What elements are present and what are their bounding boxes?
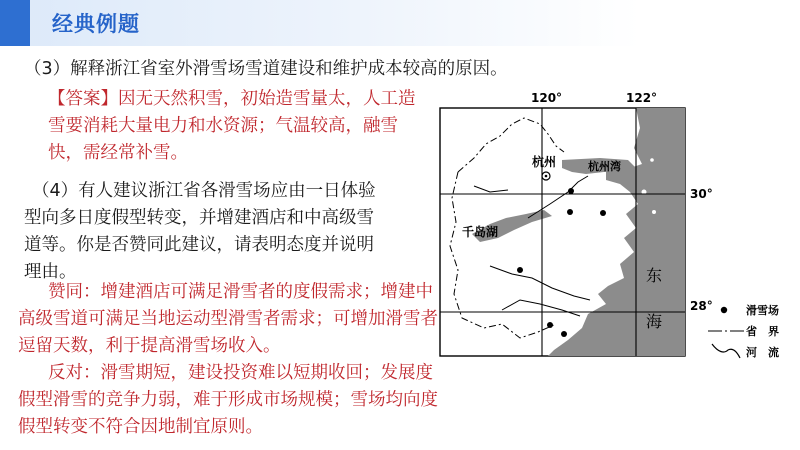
legend-border-label: 省 界 [746, 325, 779, 338]
ski-resort-marker [517, 267, 523, 273]
legend-river-label: 河 流 [746, 346, 779, 359]
zhejiang-map [428, 88, 788, 368]
lon-label-120: 120° [531, 91, 563, 105]
question-3: （3）解释浙江省室外滑雪场雪道建设和维护成本较高的原因。 [24, 59, 508, 79]
legend-ski-label: 滑雪场 [746, 304, 779, 317]
question-4-line: 理由。 [24, 262, 77, 282]
lat-label-30: 30° [690, 187, 713, 201]
question-4-line: （4）有人建议浙江省各滑雪场应由一日体验 [32, 181, 376, 201]
legend-river-icon [712, 344, 740, 358]
ski-resort-marker [600, 210, 606, 216]
hangzhou-label: 杭州 [532, 155, 557, 169]
hangzhou-bay-label: 杭州湾 [588, 160, 621, 173]
opinion-answer [18, 279, 443, 441]
sea-label: 海 [646, 312, 663, 331]
qiandao-lake-label: 千岛湖 [462, 225, 499, 239]
page-title: 经典例题 [52, 12, 140, 36]
lon-label-122: 122° [626, 91, 658, 105]
question-4-line: 型向多日度假型转变，并增建酒店和中高级雪 [24, 208, 374, 228]
answer-text: 【答案】因无天然积雪，初始造雪量太，人工造雪要消耗大量电力和水资源；气温较高，融雪快，需经常补雪。 [48, 89, 416, 163]
header-accent [0, 0, 30, 46]
support-opinion: 赞同：增建酒店可满足滑雪者的度假需求；增建中高级雪道可满足当地运动型滑雪者需求；可增加滑雪者逗留天数，利于提高滑雪场收入。 [18, 282, 438, 356]
sea-label: 东 [646, 266, 663, 285]
lat-label-28: 28° [690, 299, 713, 313]
legend-ski-icon [721, 307, 727, 313]
ski-resort-marker [568, 188, 574, 194]
oppose-opinion: 反对：滑雪期短，建设投资难以短期收回；发展度假型滑雪的竞争力弱，难于形成市场规模；雪场均向度假型转变不符合因地制宜原则。 [18, 363, 438, 437]
question-4 [24, 178, 424, 286]
ski-resort-marker [567, 209, 573, 215]
ski-resort-marker [561, 331, 567, 337]
question-4-line: 道等。你是否赞同此建议，请表明态度并说明 [24, 235, 374, 255]
ski-resort-marker [547, 322, 553, 328]
